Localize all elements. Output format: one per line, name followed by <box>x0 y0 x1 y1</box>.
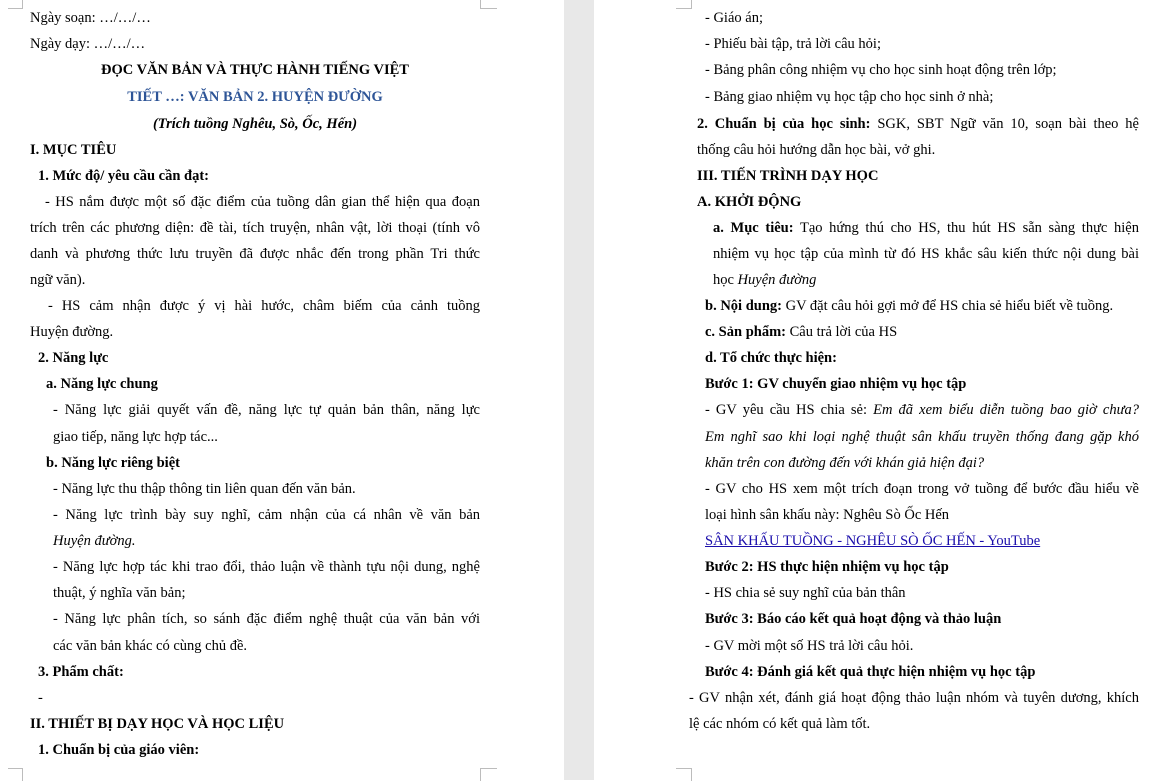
step-text: - GV yêu cầu HS chia sẻ: <box>705 402 874 418</box>
subsection-heading: b. Năng lực riêng biệt <box>46 455 180 471</box>
ngay-day: Ngày dạy: …/…/… <box>30 36 146 52</box>
document-heading: ĐỌC VĂN BẢN VÀ THỰC HÀNH TIẾNG VIỆT <box>101 62 409 78</box>
list-item: - <box>38 690 43 706</box>
paragraph-line <box>705 322 897 342</box>
paragraph-line: ngữ văn). <box>30 272 86 288</box>
section-heading: II. THIẾT BỊ DẠY HỌC VÀ HỌC LIỆU <box>30 716 285 732</box>
product-text: Câu trả lời của HS <box>785 324 898 340</box>
paragraph-line: Em nghĩ sao khi loại nghệ thuật sân khấu truyền thống đang gặp khó <box>705 429 1139 445</box>
subsection-heading: 1. Mức độ/ yêu cầu cần đạt: <box>38 168 210 184</box>
product-label: c. Sản phẩm: <box>705 324 786 340</box>
paragraph-line <box>705 296 1113 316</box>
subsection-heading: 3. Phẩm chất: <box>38 664 124 680</box>
paragraph-line: loại hình sân khấu này: Nghêu Sò Ốc Hến <box>705 507 950 523</box>
page-left <box>0 0 564 780</box>
corner-mark <box>676 0 692 9</box>
paragraph-line: thống câu hỏi hướng dẫn học bài, vở ghi. <box>697 142 936 158</box>
list-item: - Phiếu bài tập, trả lời câu hỏi; <box>705 36 881 52</box>
step-heading: Bước 2: HS thực hiện nhiệm vụ học tập <box>705 559 949 575</box>
list-item: thuật, ý nghĩa văn bản; <box>53 585 186 601</box>
lesson-subtitle: (Trích tuồng Nghêu, Sò, Ốc, Hến) <box>152 116 358 132</box>
paragraph-line: lệ các nhóm có kết quả làm tốt. <box>689 716 871 732</box>
youtube-link[interactable]: SÂN KHẤU TUỒNG - NGHÊU SÒ ỐC HẾN - YouTube <box>705 533 1041 549</box>
subsection-heading: a. Năng lực chung <box>46 376 158 392</box>
list-item: - Năng lực phân tích, so sánh đặc điểm nghệ thuật của văn bản với <box>53 611 480 627</box>
student-prep-text: SGK, SBT Ngữ văn 10, soạn bài theo hệ <box>870 116 1139 132</box>
student-prep-label: 2. Chuẩn bị của học sinh: <box>697 116 871 132</box>
paragraph-line: danh và phương thức lưu truyền đã được nhắc đến trong phần Tri thức <box>30 246 480 262</box>
step-text-italic: Em đã xem biểu diễn tuồng bao giờ chưa? <box>873 402 1139 418</box>
content-label: b. Nội dung: <box>705 298 782 314</box>
paragraph-line: Huyện đường. <box>30 324 114 340</box>
list-item: - Giáo án; <box>705 10 763 26</box>
paragraph-line: - Năng lực giải quyết vấn đề, năng lực tự quản bản thân, năng lực <box>53 402 480 418</box>
paragraph-line: trích trên các phương diện: đề tài, tích truyện, nhân vật, lời thoại (tính vô <box>30 220 480 236</box>
corner-mark <box>480 0 497 9</box>
subsection-heading: 2. Năng lực <box>38 350 109 366</box>
page-gap <box>564 0 594 780</box>
lesson-title: TIẾT …: VĂN BẢN 2. HUYỆN ĐƯỜNG <box>127 89 383 105</box>
step-heading: Bước 3: Báo cáo kết quả hoạt động và thảo luận <box>705 611 1002 627</box>
paragraph-line: - GV mời một số HS trả lời câu hỏi. <box>705 638 914 654</box>
list-item: - Năng lực hợp tác khi trao đổi, thảo luận về thành tựu nội dung, nghệ <box>53 559 480 575</box>
list-item: các văn bản khác có cùng chủ đề. <box>53 638 248 654</box>
paragraph-line: - HS cảm nhận được ý vị hài hước, châm biếm của cảnh tuồng <box>48 298 480 314</box>
paragraph-line <box>713 218 1139 238</box>
section-heading: III. TIẾN TRÌNH DẠY HỌC <box>697 168 879 184</box>
step-heading: Bước 1: GV chuyển giao nhiệm vụ học tập <box>705 376 967 392</box>
list-item: - Năng lực thu thập thông tin liên quan đến văn bản. <box>53 481 356 497</box>
section-heading: I. MỤC TIÊU <box>30 142 117 158</box>
paragraph-line: - HS nắm được một số đặc điểm của tuồng dân gian thể hiện qua đoạn <box>45 194 480 210</box>
corner-mark <box>676 768 692 781</box>
objective-label: a. Mục tiêu: <box>713 220 794 236</box>
corner-mark <box>480 768 497 781</box>
subsection-heading: 1. Chuẩn bị của giáo viên: <box>38 742 200 758</box>
list-item: - Năng lực trình bày suy nghĩ, cảm nhận của cá nhân về văn bản <box>53 507 480 523</box>
paragraph-line: khăn trên con đường đến với khán giả hiện đại? <box>705 455 985 471</box>
paragraph-line: - GV cho HS xem một trích đoạn trong vở tuồng để bước đầu hiểu về <box>705 481 1139 497</box>
paragraph-line: nhiệm vụ học tập của mình từ đó HS khắc sâu kiến thức nội dung bài <box>713 246 1139 262</box>
list-item: - Bảng phân công nhiệm vụ cho học sinh hoạt động trên lớp; <box>705 62 1057 78</box>
content-text: GV đặt câu hỏi gợi mở để HS chia sẻ hiểu biết về tuồng. <box>781 298 1114 314</box>
paragraph-line: giao tiếp, năng lực hợp tác... <box>53 429 218 445</box>
objective-text: Tạo hứng thú cho HS, thu hút HS sẵn sàng thực hiện <box>793 220 1139 236</box>
corner-mark <box>8 768 23 781</box>
list-item: Huyện đường. <box>53 533 136 549</box>
list-item: - Bảng giao nhiệm vụ học tập cho học sinh ở nhà; <box>705 89 994 105</box>
ngay-soan: Ngày soạn: …/…/… <box>30 10 151 26</box>
subsection-heading: d. Tổ chức thực hiện: <box>705 350 837 366</box>
paragraph-line: - GV nhận xét, đánh giá hoạt động thảo luận nhóm và tuyên dương, khích <box>689 690 1139 706</box>
paragraph-line: - HS chia sẻ suy nghĩ của bản thân <box>705 585 906 601</box>
paragraph-line <box>705 400 1139 420</box>
subsection-heading: A. KHỞI ĐỘNG <box>697 194 802 210</box>
page-right <box>594 0 1161 780</box>
objective-text-italic: Huyện đường <box>737 272 817 288</box>
paragraph-line <box>713 270 816 290</box>
paragraph-line <box>697 114 1139 134</box>
objective-text: học <box>713 272 738 288</box>
corner-mark <box>8 0 23 9</box>
step-heading: Bước 4: Đánh giá kết quả thực hiện nhiệm vụ học tập <box>705 664 1036 680</box>
